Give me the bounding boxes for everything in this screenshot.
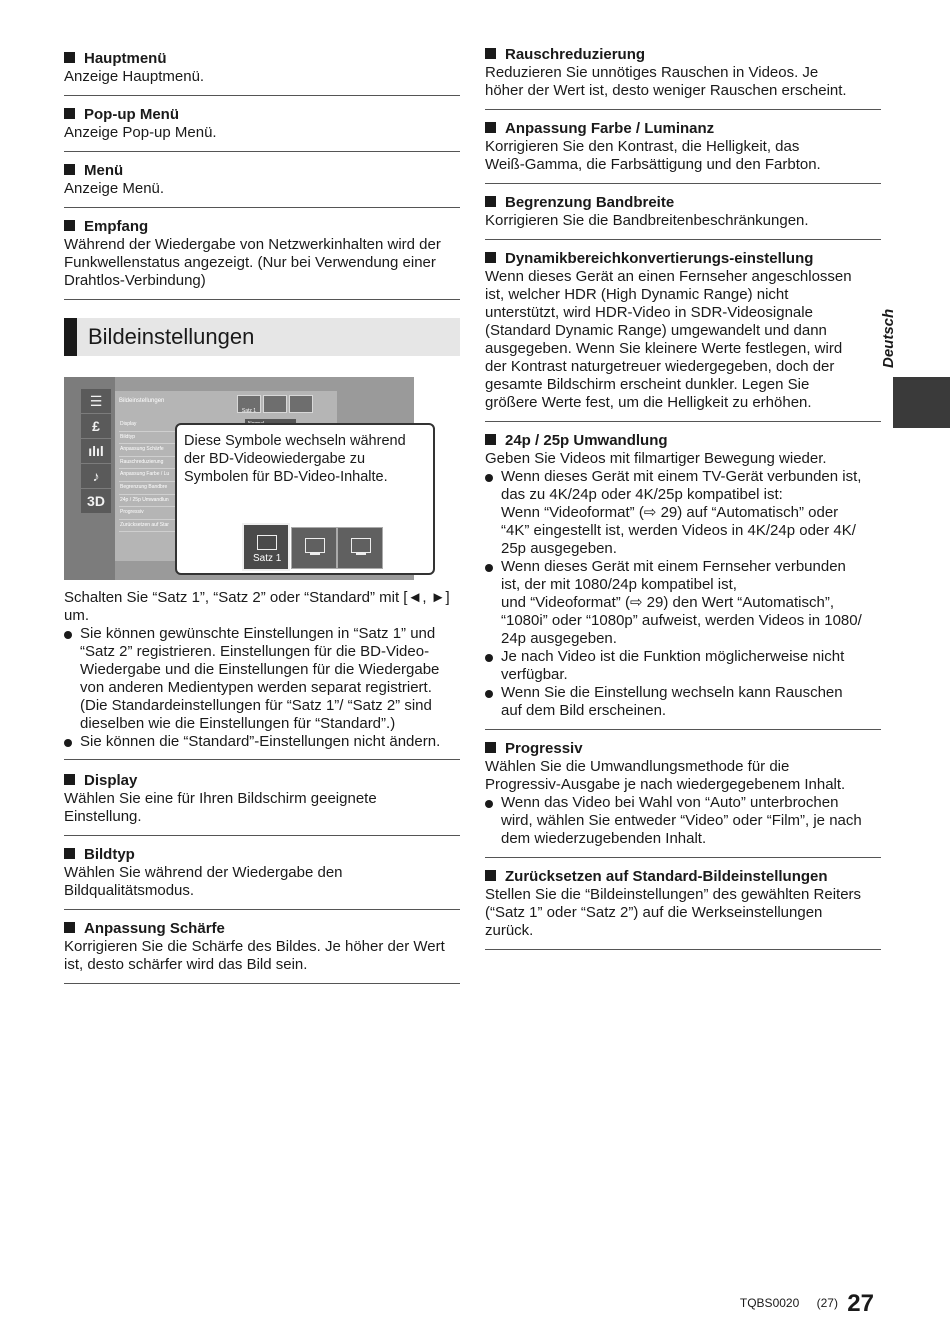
tab-switch-notes <box>64 589 460 992</box>
item-title <box>485 194 881 212</box>
item-text-line: ausgegeben. Wenn Sie kleinere Werte festlegen, wird <box>485 340 843 357</box>
screenshot-menu-row: Progressiv <box>119 507 299 520</box>
item-bildtyp <box>64 844 460 910</box>
tab-satz-1 <box>242 523 290 571</box>
callout-tabs <box>242 523 385 570</box>
item-title <box>485 432 881 450</box>
square-bullet-icon <box>64 922 75 933</box>
bullet-dot-icon <box>485 654 493 662</box>
square-bullet-icon <box>64 220 75 231</box>
bullet-item <box>485 684 881 720</box>
bullet-line: auf dem Bild erscheinen. <box>501 702 667 719</box>
item-title-text: Pop-up Menü <box>84 106 179 123</box>
item-title <box>485 740 881 758</box>
item-text-line: zurück. <box>485 922 534 939</box>
screenshot-menu-row: Zurücksetzen auf Star <box>119 520 299 533</box>
item-hauptmenü <box>64 48 460 96</box>
bullet-line: Wenn dieses Gerät mit einem Fernseher verbunden <box>501 558 846 575</box>
tab-switch-bullets <box>64 625 460 751</box>
item-title <box>485 868 881 886</box>
page-paren: (27) <box>816 1296 838 1310</box>
page-footer <box>740 1290 874 1318</box>
item-text-line: Anzeige Pop-up Menü. <box>64 124 217 141</box>
bullet-line: Wenn “Videoformat” (⇨ 29) auf “Automatisch” oder <box>501 504 839 521</box>
bullet-line: Wenn dieses Gerät mit einem TV-Gerät verbunden ist, <box>501 468 862 485</box>
bullet-dot-icon <box>485 690 493 698</box>
tv-icon <box>351 538 371 553</box>
screenshot-menu-row: Bildtyp <box>119 432 299 445</box>
item-title <box>64 50 460 68</box>
item-title-text: Progressiv <box>505 740 583 757</box>
square-bullet-icon <box>64 164 75 175</box>
bullet-item <box>64 625 460 733</box>
bullet-line: das zu 4K/24p oder 4K/25p kompatibel ist: <box>501 486 783 503</box>
square-bullet-icon <box>64 848 75 859</box>
item-title <box>485 250 881 268</box>
bullet-line: und “Videoformat” (⇨ 29) den Wert “Automatisch”, <box>501 594 834 611</box>
menu-icon: ☰ <box>81 389 111 413</box>
tv-stand <box>356 553 366 555</box>
item-title <box>64 920 460 938</box>
item-text-line: Stellen Sie die “Bildeinstellungen” des gewählten Reiters <box>485 886 862 903</box>
item-text-line: Weiß-Gamma, die Farbsättigung und den Farbton. <box>485 156 821 173</box>
square-bullet-icon <box>485 434 496 445</box>
item-anpassung-schärfe <box>64 918 460 984</box>
item-text-line: der Kontrast naturgetreuer wiedergegeben, doch der <box>485 358 835 375</box>
equalizer-icon: ılıl <box>81 439 111 463</box>
language-tab-marker <box>893 377 950 428</box>
item-display <box>64 770 460 836</box>
item-title <box>64 772 460 790</box>
square-bullet-icon <box>64 108 75 119</box>
item-rauschreduzierung <box>485 44 881 110</box>
bullet-dot-icon <box>485 474 493 482</box>
item-pop-up-menü <box>64 104 460 152</box>
item-empfang <box>64 216 460 300</box>
item-title <box>485 120 881 138</box>
item-title-text: Hauptmenü <box>84 50 167 67</box>
item-title-text: Rauschreduzierung <box>505 46 646 63</box>
square-bullet-icon <box>64 774 75 785</box>
tv-icon <box>305 538 325 553</box>
item-zurücksetzen-auf-standard-bildeinstellungen <box>485 866 881 950</box>
screenshot-panel-title: Bildeinstellungen <box>119 398 165 404</box>
bullet-line: verfügbar. <box>501 666 568 683</box>
bullet-line: Wenn das Video bei Wahl von “Auto” unterbrochen <box>501 794 839 811</box>
screenshot-menu-row: Anpassung Schärfe <box>119 444 299 457</box>
item-dynamikbereichkonvertierungs-einstellung <box>485 248 881 422</box>
item-text-line: Einstellung. <box>64 808 142 825</box>
section-title: Bildeinstellungen <box>88 324 255 349</box>
item-text-line: unterstützt, wird HDR-Video in SDR-Videosignale <box>485 304 813 321</box>
item-menü <box>64 160 460 208</box>
item-begrenzung-bandbreite <box>485 192 881 240</box>
item-text-line: Anzeige Hauptmenü. <box>64 68 205 85</box>
item-text-line: höher der Wert ist, desto weniger Rauschen erscheint. <box>485 82 847 99</box>
item-title <box>64 218 460 236</box>
item-24p-25p-umwandlung <box>485 430 881 730</box>
page-number: 27 <box>847 1290 874 1317</box>
item-text-line: Während der Wiedergabe von Netzwerkinhalten wird der <box>64 236 441 253</box>
language-tab-label: Deutsch <box>880 308 897 368</box>
section-heading <box>64 318 460 356</box>
item-title <box>485 46 881 64</box>
item-title-text: Begrenzung Bandbreite <box>505 194 675 211</box>
tab-satz-2 <box>291 527 337 569</box>
item-text-line: Korrigieren Sie die Schärfe des Bildes. Je höher der Wert <box>64 938 445 955</box>
bullet-dot-icon <box>64 631 72 639</box>
tab-standard <box>337 527 383 569</box>
tab-label: Satz 1 <box>253 553 282 564</box>
screenshot-menu-row: Display <box>119 419 299 432</box>
item-text-line: Wählen Sie während der Wiedergabe den <box>64 864 343 881</box>
mini-tab-3 <box>289 395 313 413</box>
bullet-line: wird, wählen Sie entweder “Video” oder “Film”, je nach <box>501 812 862 829</box>
bullet-item <box>485 648 881 684</box>
item-progressiv <box>485 738 881 858</box>
item-title <box>64 162 460 180</box>
screenshot-menu-row: 24p / 25p Umwandlun <box>119 495 299 508</box>
item-title-text: Bildtyp <box>84 846 135 863</box>
bullet-line: Je nach Video ist die Funktion möglicherweise nicht <box>501 648 845 665</box>
item-text-line: Wählen Sie die Umwandlungsmethode für die <box>485 758 790 775</box>
item-text-line: gesamte Bildschirm erscheint dunkler. Legen Sie <box>485 376 810 393</box>
item-text-line: ist, desto schärfer wird das Bild sein. <box>64 956 308 973</box>
bullet-dot-icon <box>485 564 493 572</box>
item-title-text: Menü <box>84 162 124 179</box>
left-column-top <box>64 48 460 308</box>
item-text-line: Reduzieren Sie unnötiges Rauschen in Videos. Je <box>485 64 819 81</box>
bullet-item <box>485 794 881 848</box>
screenshot-menu-row: Rauschreduzierung <box>119 457 299 470</box>
item-anpassung-farbe-luminanz <box>485 118 881 184</box>
bullet-item <box>485 558 881 648</box>
music-icon: ♪ <box>81 464 111 488</box>
tab-switch-intro: Schalten Sie “Satz 1”, “Satz 2” oder “Standard” mit [◄, ►] um. <box>64 589 450 624</box>
callout-box <box>175 423 435 575</box>
square-bullet-icon <box>485 48 496 59</box>
bullet-line: dem wiederzugebenden Inhalt. <box>501 830 707 847</box>
bullet-item <box>64 733 460 751</box>
3d-icon: 3D <box>81 489 111 513</box>
item-text-line: Korrigieren Sie die Bandbreitenbeschränkungen. <box>485 212 809 229</box>
bullet-line: “1080i” oder “1080p” aufweist, werden Videos in 1080/ <box>501 612 862 629</box>
bullet-line: 24p ausgegeben. <box>501 630 617 647</box>
square-bullet-icon <box>64 52 75 63</box>
bullet-line: “4K” eingestellt ist, werden Videos in 4K/24p oder 4K/ <box>501 522 856 539</box>
bullet-text: Sie können die “Standard”-Einstellungen nicht ändern. <box>80 733 441 750</box>
mini-tab-1: Satz 1 <box>237 395 261 413</box>
left-column-bottom <box>64 770 460 984</box>
item-text-line: Progressiv-Ausgabe je nach wiedergegebenem Inhalt. <box>485 776 846 793</box>
square-bullet-icon <box>485 742 496 753</box>
item-text-line: Bildqualitätsmodus. <box>64 882 195 899</box>
item-text-line: Wählen Sie eine für Ihren Bildschirm geeignete <box>64 790 377 807</box>
item-title <box>64 106 460 124</box>
tv-icon <box>257 535 277 550</box>
screenshot-menu-row: Begrenzung Bandbre <box>119 482 299 495</box>
item-text-line: größere Werte fest, um die Helligkeit zu erhöhen. <box>485 394 812 411</box>
item-text-line: Wenn dieses Gerät an einen Fernseher angeschlossen <box>485 268 852 285</box>
divider <box>64 759 460 760</box>
picture-icon: £ <box>81 414 111 438</box>
square-bullet-icon <box>485 122 496 133</box>
item-title-text: Empfang <box>84 218 149 235</box>
item-text-line: Anzeige Menü. <box>64 180 165 197</box>
heading-bar <box>64 318 77 356</box>
item-title <box>64 846 460 864</box>
item-text-line: Drahtlos-Verbindung) <box>64 272 206 289</box>
item-text-line: Geben Sie Videos mit filmartiger Bewegung wieder. <box>485 450 827 467</box>
bullet-item <box>485 468 881 558</box>
item-text-line: (“Satz 1” oder “Satz 2”) auf die Werkseinstellungen <box>485 904 823 921</box>
square-bullet-icon <box>485 196 496 207</box>
right-column <box>485 44 881 958</box>
item-title-text: Display <box>84 772 138 789</box>
item-title-text: Dynamikbereichkonvertierungs-einstellung <box>505 250 814 267</box>
doc-code: TQBS0020 <box>739 1296 800 1310</box>
item-title-text: Anpassung Schärfe <box>84 920 225 937</box>
item-title-text: Zurücksetzen auf Standard-Bildeinstellungen <box>505 868 828 885</box>
item-text-line: Korrigieren Sie den Kontrast, die Helligkeit, das <box>485 138 800 155</box>
screenshot-menu-row: Anpassung Farbe / Lu <box>119 469 299 482</box>
bullet-line: ist, der mit 1080/24p kompatibel ist, <box>501 576 737 593</box>
item-text-line: Funkwellenstatus angezeigt. (Nur bei Verwendung einer <box>64 254 436 271</box>
bullet-dot-icon <box>485 800 493 808</box>
callout-text: Diese Symbole wechseln während der BD-Videowiedergabe zu Symbolen für BD-Video-Inhalte. <box>184 433 406 485</box>
bullet-line: Wenn Sie die Einstellung wechseln kann Rauschen <box>501 684 843 701</box>
square-bullet-icon <box>485 870 496 881</box>
bullet-dot-icon <box>64 739 72 747</box>
mini-tab-2 <box>263 395 287 413</box>
tv-stand <box>310 553 320 555</box>
bullet-text: Sie können gewünschte Einstellungen in “Satz 1” und “Satz 2” registrieren. Einstellungen für die BD-Video-Wiedergabe und die Einstellungen für die Wiedergabe von anderen Medientypen werden separat registriert. (Die Standardeinstellungen für “Satz 1”/ “Satz 2” sind dieselben wie die Einstellungen für “Standard”.) <box>80 625 440 732</box>
item-text-line: (Standard Dynamic Range) umgewandelt und dann <box>485 322 827 339</box>
square-bullet-icon <box>485 252 496 263</box>
item-title-text: 24p / 25p Umwandlung <box>505 432 668 449</box>
bullet-line: 25p ausgegeben. <box>501 540 617 557</box>
item-title-text: Anpassung Farbe / Luminanz <box>505 120 715 137</box>
item-text-line: ist, welcher HDR (High Dynamic Range) nicht <box>485 286 789 303</box>
